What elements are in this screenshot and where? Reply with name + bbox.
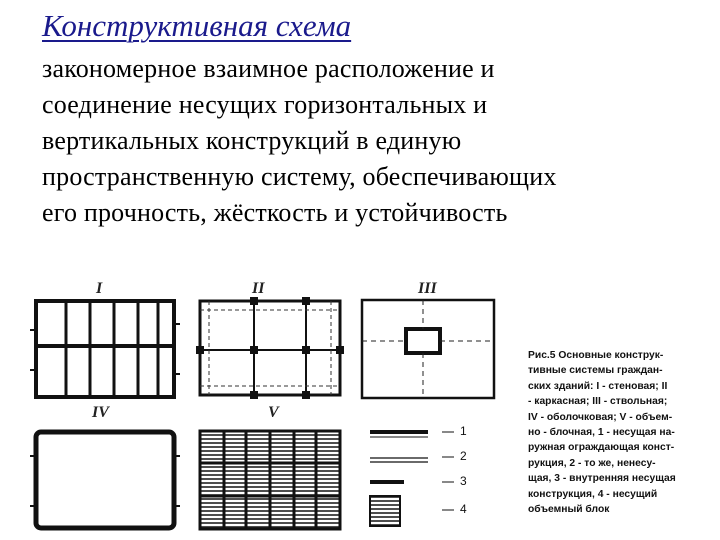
caption-line: щая, 3 - внутренняя несущая: [528, 473, 676, 485]
scheme-i-wall-system: [30, 296, 180, 402]
legend-number-3: 3: [460, 474, 467, 488]
definition-line-5: его прочность, жёсткость и устойчивость: [42, 198, 508, 227]
caption-line: тивные системы граждан-: [528, 365, 663, 377]
definition-line-4: пространственную систему, обеспечивающих: [42, 162, 557, 191]
caption-line: ских зданий: I - стеновая; II: [528, 380, 668, 392]
caption-line: IV - оболочковая; V - объем-: [528, 411, 673, 423]
scheme-label-iii: III: [418, 280, 437, 297]
figure-caption: [528, 348, 716, 517]
caption-line: рукция, 2 - то же, ненесу-: [528, 457, 656, 469]
legend-symbols: [366, 424, 446, 530]
scheme-iii-core-system: [358, 296, 500, 402]
legend-symbol-4: [370, 496, 400, 526]
scheme-iv-shell-system: [30, 426, 180, 534]
legend-symbol-2: [370, 458, 428, 462]
scheme-ii-frame-system: [196, 296, 346, 402]
legend-number-4: 4: [460, 502, 467, 516]
definition-line-3: вертикальных конструкций в единую: [42, 126, 462, 155]
scheme-v-block-system: [196, 426, 346, 534]
legend-symbol-1: [370, 432, 428, 437]
scheme-label-iv: IV: [92, 404, 109, 421]
caption-line: ружная ограждающая конст-: [528, 442, 675, 454]
legend-leader-lines: [440, 428, 460, 518]
caption-line: конструкция, 4 - несущий: [528, 488, 658, 500]
caption-line: но - блочная, 1 - несущая на-: [528, 427, 675, 439]
legend-number-2: 2: [460, 449, 467, 463]
scheme-label-i: I: [96, 280, 103, 297]
caption-line: объемный блок: [528, 504, 610, 516]
caption-line: Рис.5 Основные конструк-: [528, 350, 664, 361]
caption-line: - каркасная; III - ствольная;: [528, 396, 668, 408]
slide-title: Конструктивная схема: [42, 8, 352, 43]
legend-number-1: 1: [460, 424, 467, 438]
scheme-label-ii: II: [252, 280, 265, 297]
definition-line-2: соединение несущих горизонтальных и: [42, 90, 488, 119]
scheme-label-v: V: [268, 404, 279, 421]
definition-line-1: закономерное взаимное расположение и: [42, 54, 495, 83]
